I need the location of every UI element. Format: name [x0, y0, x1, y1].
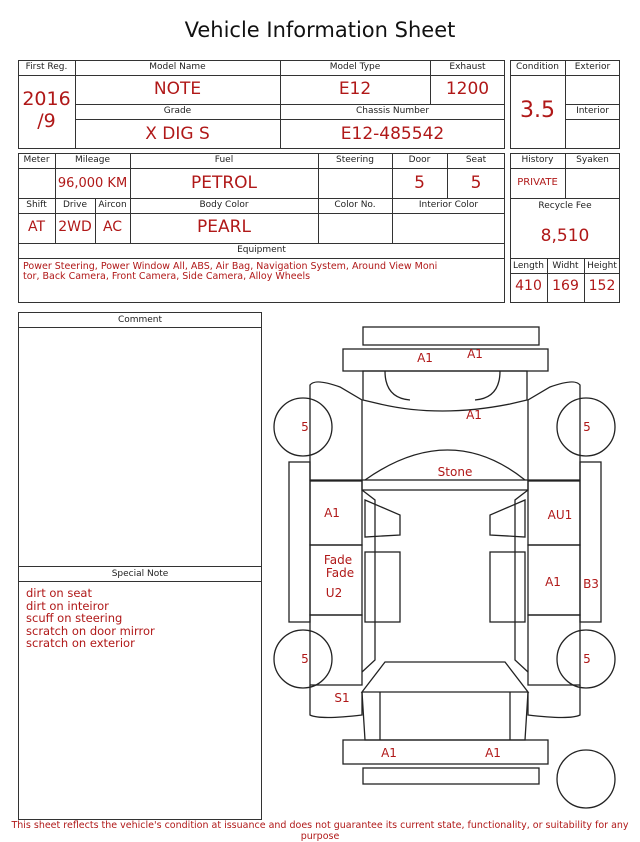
disclaimer-footer: This sheet reflects the vehicle's condition at issuance and does not guarantee its current state, functionality, or suitability for any purpose	[11, 820, 629, 842]
mark-rear-door-left-1: Fade	[323, 553, 353, 567]
steering-label: Steering	[336, 155, 374, 165]
shift-label: Shift	[26, 200, 47, 210]
mark-rear-door-left-2: Fade	[325, 566, 355, 580]
drive-value: 2WD	[58, 219, 92, 235]
model-name-value: NOTE	[153, 79, 202, 99]
height-label: Height	[587, 261, 617, 271]
exterior-label: Exterior	[574, 62, 611, 72]
equipment-line-2: tor, Back Camera, Front Camera, Side Camera, Alloy Wheels	[23, 271, 311, 282]
condition-label: Condition	[516, 62, 559, 72]
aircon-value: AC	[102, 219, 123, 235]
chassis-label: Chassis Number	[355, 106, 430, 116]
grade-value: X DIG S	[145, 124, 210, 144]
door-label: Door	[408, 155, 431, 165]
mark-rear-bumper-right: A1	[485, 746, 501, 760]
aircon-label: Aircon	[98, 200, 127, 210]
mark-hood: A1	[466, 408, 482, 422]
special-note-item: scratch on exterior	[26, 636, 135, 650]
mark-front-door-left: A1	[324, 506, 340, 520]
page-title: Vehicle Information Sheet	[184, 18, 456, 42]
color-no-label: Color No.	[334, 200, 376, 210]
spare-tire-icon	[557, 750, 615, 808]
special-note-item: scuff on steering	[26, 611, 123, 625]
meter-label: Meter	[23, 155, 50, 165]
first-reg-year: 2016	[22, 88, 71, 110]
mark-rear-bumper-left: A1	[381, 746, 397, 760]
history-label: History	[521, 155, 554, 165]
mark-front-bumper-right: A1	[467, 347, 483, 361]
exhaust-value: 1200	[445, 79, 490, 99]
interior-label: Interior	[576, 106, 609, 116]
width-label: Widht	[552, 261, 579, 271]
first-reg-label: First Reg.	[25, 62, 68, 72]
mark-wheel-rear-right: 5	[583, 652, 591, 666]
history-value: PRIVATE	[517, 177, 558, 188]
fuel-value: PETROL	[190, 173, 258, 193]
model-type-label: Model Type	[329, 62, 381, 72]
mileage-value: 96,000 KM	[57, 176, 128, 191]
comment-label: Comment	[117, 315, 163, 325]
mark-rear-door-right: A1	[545, 575, 561, 589]
exhaust-label: Exhaust	[449, 62, 486, 72]
interior-color-label: Interior Color	[418, 200, 479, 210]
special-note-label: Special Note	[111, 569, 169, 579]
length-label: Length	[512, 261, 545, 271]
syaken-label: Syaken	[576, 155, 609, 165]
seat-label: Seat	[465, 155, 487, 165]
mark-rear-fender-right: B3	[583, 577, 599, 591]
grade-label: Grade	[163, 106, 192, 116]
fuel-label: Fuel	[214, 155, 234, 165]
body-color-value: PEARL	[197, 217, 251, 237]
first-reg-month: /9	[37, 110, 56, 132]
equipment-label: Equipment	[237, 245, 286, 255]
chassis-value: E12-485542	[340, 124, 445, 144]
recycle-fee-label: Recycle Fee	[538, 201, 592, 211]
mark-sill-left: S1	[334, 691, 350, 705]
mark-rear-door-left-3: U2	[325, 586, 343, 600]
length-value: 410	[515, 278, 542, 294]
mark-windshield: Stone	[437, 465, 473, 479]
mark-front-door-right: AU1	[547, 508, 573, 522]
drive-label: Drive	[63, 200, 87, 210]
mileage-label: Mileage	[74, 155, 111, 165]
special-note-item: dirt on seat	[26, 586, 92, 600]
mark-wheel-rear-left: 5	[301, 652, 309, 666]
special-note-item: scratch on door mirror	[26, 623, 155, 638]
mark-wheel-front-right: 5	[583, 420, 591, 434]
equipment-line-1: Power Steering, Power Window All, ABS, Air Bag, Navigation System, Around View Moni	[23, 261, 438, 272]
mark-wheel-front-left: 5	[301, 420, 309, 434]
condition-score: 3.5	[520, 98, 555, 123]
shift-value: AT	[27, 219, 46, 235]
special-note-item: dirt on inteiror	[26, 598, 109, 613]
door-value: 5	[414, 173, 425, 193]
height-value: 152	[588, 278, 616, 294]
body-color-label: Body Color	[199, 200, 249, 210]
seat-value: 5	[470, 173, 482, 193]
width-value: 169	[552, 278, 579, 294]
recycle-fee-value: 8,510	[540, 226, 590, 246]
model-name-label: Model Name	[149, 62, 206, 72]
model-type-value: E12	[338, 79, 372, 99]
mark-front-bumper-left: A1	[417, 351, 433, 365]
